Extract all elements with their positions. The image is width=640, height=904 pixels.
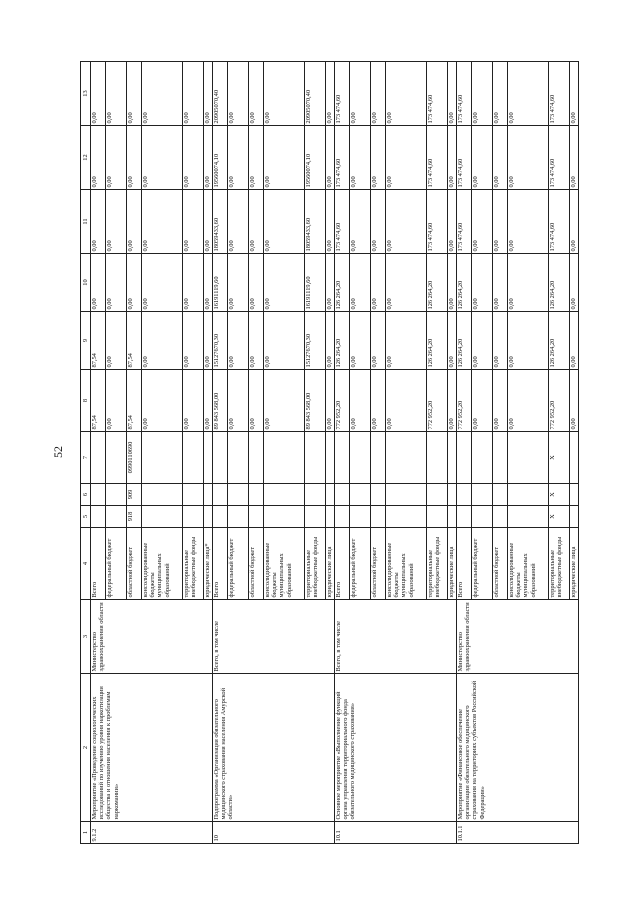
value-c9: 126 264,20 bbox=[335, 312, 350, 370]
value-c8: 0,00 bbox=[183, 370, 204, 432]
value-c6 bbox=[305, 484, 326, 506]
value-c10: 0,00 bbox=[508, 254, 549, 312]
value-c5 bbox=[228, 506, 249, 528]
value-c11: 173 474,60 bbox=[427, 190, 448, 254]
value-c10: 16191119,60 bbox=[305, 254, 326, 312]
value-c11: 0,00 bbox=[249, 190, 264, 254]
value-c8: 772 952,20 bbox=[549, 370, 570, 432]
value-c11: 18059433,60 bbox=[305, 190, 326, 254]
value-c10: 0,00 bbox=[264, 254, 305, 312]
value-c8: 89 843 568,00 bbox=[305, 370, 326, 432]
value-c13: 173 474,60 bbox=[427, 62, 448, 126]
value-c8: 772 952,20 bbox=[335, 370, 350, 432]
value-c7 bbox=[457, 432, 472, 484]
value-c13: 20905070,40 bbox=[305, 62, 326, 126]
value-c13: 0,00 bbox=[386, 62, 427, 126]
funding-source: Всего bbox=[457, 528, 472, 600]
value-c7 bbox=[386, 432, 427, 484]
value-c13: 0,00 bbox=[326, 62, 335, 126]
funding-source: областной бюджет bbox=[127, 528, 142, 600]
value-c9: 0,00 bbox=[508, 312, 549, 370]
value-c6 bbox=[457, 484, 472, 506]
value-c10: 0,00 bbox=[228, 254, 249, 312]
value-c7 bbox=[106, 432, 127, 484]
column-number-13: 13 bbox=[81, 62, 91, 126]
value-c7 bbox=[213, 432, 228, 484]
value-c7 bbox=[472, 432, 493, 484]
column-number-7: 7 bbox=[81, 432, 91, 484]
column-number-5: 5 bbox=[81, 506, 91, 528]
value-c12: 0,00 bbox=[106, 126, 127, 190]
value-c13: 0,00 bbox=[127, 62, 142, 126]
value-c9: 0,00 bbox=[204, 312, 213, 370]
funding-source: территориальные внебюджетные фонды bbox=[427, 528, 448, 600]
value-c5 bbox=[457, 506, 472, 528]
value-c10: 0,00 bbox=[91, 254, 106, 312]
value-c10: 0,00 bbox=[142, 254, 183, 312]
value-c10: 0,00 bbox=[326, 254, 335, 312]
value-c10: 0,00 bbox=[204, 254, 213, 312]
value-c6 bbox=[91, 484, 106, 506]
funding-source: юридические лица* bbox=[204, 528, 213, 600]
funding-source: федеральный бюджет bbox=[350, 528, 371, 600]
value-c5 bbox=[264, 506, 305, 528]
value-c7 bbox=[228, 432, 249, 484]
row-number: 10.1.1 bbox=[457, 822, 579, 844]
value-c11: 0,00 bbox=[472, 190, 493, 254]
value-c12: 0,00 bbox=[228, 126, 249, 190]
value-c11: 0,00 bbox=[493, 190, 508, 254]
rotated-table-area bbox=[80, 62, 577, 844]
value-c9: 0,00 bbox=[493, 312, 508, 370]
value-c6 bbox=[386, 484, 427, 506]
value-c9: 0,00 bbox=[183, 312, 204, 370]
value-c13: 173 474,60 bbox=[457, 62, 472, 126]
value-c10: 0,00 bbox=[448, 254, 457, 312]
value-c7 bbox=[142, 432, 183, 484]
value-c6 bbox=[371, 484, 386, 506]
value-c8: 0,00 bbox=[249, 370, 264, 432]
value-c10: 16191119,60 bbox=[213, 254, 228, 312]
value-c7 bbox=[264, 432, 305, 484]
funding-source: территориальные внебюджетные фонды bbox=[305, 528, 326, 600]
page-number: 52 bbox=[51, 446, 65, 458]
value-c9: 0,00 bbox=[448, 312, 457, 370]
value-c13: 0,00 bbox=[508, 62, 549, 126]
value-c8: 0,00 bbox=[204, 370, 213, 432]
value-c9: 0,00 bbox=[249, 312, 264, 370]
value-c10: 126 264,20 bbox=[549, 254, 570, 312]
value-c13: 0,00 bbox=[183, 62, 204, 126]
value-c7 bbox=[335, 432, 350, 484]
value-c9: 126 264,20 bbox=[549, 312, 570, 370]
value-c12: 0,00 bbox=[249, 126, 264, 190]
value-c5 bbox=[326, 506, 335, 528]
column-number-3: 3 bbox=[81, 600, 91, 674]
value-c5 bbox=[305, 506, 326, 528]
value-c10: 0,00 bbox=[350, 254, 371, 312]
value-c8: 87,54 bbox=[127, 370, 142, 432]
value-c10: 0,00 bbox=[371, 254, 386, 312]
value-c13: 0,00 bbox=[472, 62, 493, 126]
value-c6 bbox=[335, 484, 350, 506]
value-c9: 87,54 bbox=[127, 312, 142, 370]
column-number-11: 11 bbox=[81, 190, 91, 254]
value-c7 bbox=[91, 432, 106, 484]
value-c11: 0,00 bbox=[228, 190, 249, 254]
funding-source: консолидированные бюджеты муниципальных образований bbox=[386, 528, 427, 600]
rotated-page-content bbox=[80, 62, 577, 844]
column-number-4: 4 bbox=[81, 528, 91, 600]
value-c7 bbox=[305, 432, 326, 484]
value-c6 bbox=[427, 484, 448, 506]
column-number-12: 12 bbox=[81, 126, 91, 190]
value-c7 bbox=[427, 432, 448, 484]
value-c12: 173 474,60 bbox=[335, 126, 350, 190]
value-c9: 15127670,30 bbox=[305, 312, 326, 370]
value-c6 bbox=[570, 484, 579, 506]
value-c9: 0,00 bbox=[228, 312, 249, 370]
value-c7 bbox=[249, 432, 264, 484]
value-c9: 0,00 bbox=[350, 312, 371, 370]
funding-source: федеральный бюджет bbox=[472, 528, 493, 600]
value-c6 bbox=[213, 484, 228, 506]
value-c11: 0,00 bbox=[371, 190, 386, 254]
value-c6 bbox=[249, 484, 264, 506]
value-c9: 0,00 bbox=[264, 312, 305, 370]
funding-source: федеральный бюджет bbox=[228, 528, 249, 600]
program-name: Мероприятие «Финансовое обеспечение организации обязательного медицинского страхования на территориях субъектов Российской Федерации» bbox=[457, 674, 579, 822]
value-c11: 0,00 bbox=[142, 190, 183, 254]
table-row bbox=[457, 62, 472, 844]
value-c5 bbox=[142, 506, 183, 528]
value-c8: 772 952,20 bbox=[457, 370, 472, 432]
funding-source: федеральный бюджет bbox=[106, 528, 127, 600]
value-c5 bbox=[350, 506, 371, 528]
funding-source: областной бюджет bbox=[493, 528, 508, 600]
value-c8: 0,00 bbox=[106, 370, 127, 432]
value-c6 bbox=[264, 484, 305, 506]
value-c12: 173 474,60 bbox=[549, 126, 570, 190]
row-number: 10 bbox=[213, 822, 335, 844]
row-number: 10.1 bbox=[335, 822, 457, 844]
value-c8: 0,00 bbox=[472, 370, 493, 432]
value-c5 bbox=[493, 506, 508, 528]
funding-source: Всего bbox=[335, 528, 350, 600]
value-c11: 173 474,60 bbox=[549, 190, 570, 254]
value-c5 bbox=[106, 506, 127, 528]
value-c6 bbox=[204, 484, 213, 506]
column-number-2: 2 bbox=[81, 674, 91, 822]
funding-source: территориальные внебюджетные фонды bbox=[549, 528, 570, 600]
value-c6 bbox=[448, 484, 457, 506]
executor: Всего, в том числе bbox=[213, 600, 335, 674]
value-c12: 0,00 bbox=[142, 126, 183, 190]
value-c13: 0,00 bbox=[350, 62, 371, 126]
value-c5 bbox=[570, 506, 579, 528]
value-c10: 0,00 bbox=[493, 254, 508, 312]
value-c6 bbox=[472, 484, 493, 506]
value-c5 bbox=[335, 506, 350, 528]
value-c10: 0,00 bbox=[183, 254, 204, 312]
funding-source: юридические лица bbox=[448, 528, 457, 600]
value-c12: 0,00 bbox=[493, 126, 508, 190]
value-c6: 909 bbox=[127, 484, 142, 506]
funding-source: консолидированные бюджеты муниципальных образований bbox=[142, 528, 183, 600]
value-c12: 0,00 bbox=[371, 126, 386, 190]
column-number-row bbox=[81, 62, 91, 844]
value-c13: 173 474,60 bbox=[549, 62, 570, 126]
value-c8: 0,00 bbox=[386, 370, 427, 432]
value-c5 bbox=[472, 506, 493, 528]
value-c7 bbox=[371, 432, 386, 484]
value-c8: 0,00 bbox=[142, 370, 183, 432]
column-number-9: 9 bbox=[81, 312, 91, 370]
value-c11: 0,00 bbox=[183, 190, 204, 254]
column-number-10: 10 bbox=[81, 254, 91, 312]
value-c10: 0,00 bbox=[106, 254, 127, 312]
funding-source: территориальные внебюджетные фонды bbox=[183, 528, 204, 600]
value-c13: 0,00 bbox=[106, 62, 127, 126]
value-c13: 0,00 bbox=[448, 62, 457, 126]
value-c12: 0,00 bbox=[570, 126, 579, 190]
value-c7 bbox=[204, 432, 213, 484]
value-c7 bbox=[508, 432, 549, 484]
value-c6 bbox=[142, 484, 183, 506]
value-c5 bbox=[448, 506, 457, 528]
value-c12: 173 474,60 bbox=[457, 126, 472, 190]
value-c10: 0,00 bbox=[386, 254, 427, 312]
value-c12: 0,00 bbox=[448, 126, 457, 190]
value-c5 bbox=[204, 506, 213, 528]
value-c12: 19560074,10 bbox=[305, 126, 326, 190]
value-c10: 126 264,20 bbox=[427, 254, 448, 312]
value-c12: 19560074,10 bbox=[213, 126, 228, 190]
column-number-8: 8 bbox=[81, 370, 91, 432]
value-c11: 173 474,60 bbox=[335, 190, 350, 254]
value-c8: 0,00 bbox=[350, 370, 371, 432]
value-c7 bbox=[570, 432, 579, 484]
value-c12: 0,00 bbox=[326, 126, 335, 190]
value-c6 bbox=[228, 484, 249, 506]
value-c13: 0,00 bbox=[493, 62, 508, 126]
executor: Министерство здравоохранения области bbox=[91, 600, 213, 674]
value-c9: 126 264,20 bbox=[427, 312, 448, 370]
value-c13: 173 474,60 bbox=[335, 62, 350, 126]
value-c8: 0,00 bbox=[264, 370, 305, 432]
funding-source: областной бюджет bbox=[249, 528, 264, 600]
funding-source: консолидированные бюджеты муниципальных образований bbox=[264, 528, 305, 600]
value-c8: 87,54 bbox=[91, 370, 106, 432]
value-c5 bbox=[91, 506, 106, 528]
value-c9: 0,00 bbox=[106, 312, 127, 370]
value-c10: 126 264,20 bbox=[457, 254, 472, 312]
value-c6 bbox=[350, 484, 371, 506]
executor: Всего, в том числе bbox=[335, 600, 457, 674]
value-c5 bbox=[386, 506, 427, 528]
value-c10: 0,00 bbox=[249, 254, 264, 312]
value-c11: 0,00 bbox=[264, 190, 305, 254]
value-c7 bbox=[493, 432, 508, 484]
value-c11: 0,00 bbox=[386, 190, 427, 254]
value-c7 bbox=[326, 432, 335, 484]
value-c12: 0,00 bbox=[204, 126, 213, 190]
value-c9: 0,00 bbox=[371, 312, 386, 370]
funding-source: юридические лица bbox=[570, 528, 579, 600]
value-c11: 0,00 bbox=[326, 190, 335, 254]
value-c8: 89 843 568,00 bbox=[213, 370, 228, 432]
value-c11: 0,00 bbox=[106, 190, 127, 254]
funding-source: консолидированные бюджеты муниципальных образований bbox=[508, 528, 549, 600]
table-row bbox=[91, 62, 106, 844]
value-c7 bbox=[183, 432, 204, 484]
value-c13: 0,00 bbox=[249, 62, 264, 126]
column-number-1: 1 bbox=[81, 822, 91, 844]
value-c11: 0,00 bbox=[91, 190, 106, 254]
column-number-6: 6 bbox=[81, 484, 91, 506]
value-c5 bbox=[249, 506, 264, 528]
value-c11: 18059433,60 bbox=[213, 190, 228, 254]
value-c8: 0,00 bbox=[508, 370, 549, 432]
value-c6 bbox=[508, 484, 549, 506]
value-c11: 0,00 bbox=[448, 190, 457, 254]
value-c7: 0990110690 bbox=[127, 432, 142, 484]
value-c9: 126 264,20 bbox=[457, 312, 472, 370]
value-c9: 0,00 bbox=[142, 312, 183, 370]
value-c8: 0,00 bbox=[371, 370, 386, 432]
row-number: 9.1.2 bbox=[91, 822, 213, 844]
funding-source: Всего bbox=[213, 528, 228, 600]
budget-table bbox=[80, 61, 579, 844]
value-c5: 918 bbox=[127, 506, 142, 528]
funding-source: юридические лица bbox=[326, 528, 335, 600]
value-c8: 0,00 bbox=[326, 370, 335, 432]
program-name: Подпрограмма «Организация обязательного медицинского страхования населения Амурской области» bbox=[213, 674, 335, 822]
value-c11: 0,00 bbox=[350, 190, 371, 254]
value-c13: 0,00 bbox=[570, 62, 579, 126]
value-c6 bbox=[326, 484, 335, 506]
value-c5 bbox=[508, 506, 549, 528]
value-c13: 0,00 bbox=[228, 62, 249, 126]
table-body bbox=[91, 62, 579, 844]
value-c6 bbox=[106, 484, 127, 506]
value-c7 bbox=[448, 432, 457, 484]
value-c12: 0,00 bbox=[386, 126, 427, 190]
value-c5 bbox=[183, 506, 204, 528]
table-row bbox=[335, 62, 350, 844]
value-c10: 126 264,20 bbox=[335, 254, 350, 312]
executor: Министерство здравоохранения области bbox=[457, 600, 579, 674]
value-c5: X bbox=[549, 506, 570, 528]
value-c6 bbox=[493, 484, 508, 506]
value-c12: 0,00 bbox=[183, 126, 204, 190]
value-c9: 87,54 bbox=[91, 312, 106, 370]
table-row bbox=[213, 62, 228, 844]
value-c13: 0,00 bbox=[142, 62, 183, 126]
value-c11: 173 474,60 bbox=[457, 190, 472, 254]
value-c8: 0,00 bbox=[448, 370, 457, 432]
value-c7 bbox=[350, 432, 371, 484]
value-c10: 0,00 bbox=[570, 254, 579, 312]
value-c12: 0,00 bbox=[264, 126, 305, 190]
value-c11: 0,00 bbox=[204, 190, 213, 254]
value-c13: 0,00 bbox=[91, 62, 106, 126]
value-c5 bbox=[213, 506, 228, 528]
value-c12: 0,00 bbox=[508, 126, 549, 190]
table-header bbox=[81, 62, 91, 844]
value-c9: 0,00 bbox=[472, 312, 493, 370]
value-c12: 173 474,60 bbox=[427, 126, 448, 190]
value-c13: 0,00 bbox=[264, 62, 305, 126]
value-c13: 20905070,40 bbox=[213, 62, 228, 126]
program-name: Основное мероприятие «Выполнение функций органа управления территориального фонда обязательного медицинского страхования» bbox=[335, 674, 457, 822]
value-c10: 0,00 bbox=[127, 254, 142, 312]
value-c8: 0,00 bbox=[493, 370, 508, 432]
value-c11: 0,00 bbox=[127, 190, 142, 254]
value-c11: 0,00 bbox=[570, 190, 579, 254]
value-c9: 0,00 bbox=[386, 312, 427, 370]
funding-source: областной бюджет bbox=[371, 528, 386, 600]
funding-source: Всего bbox=[91, 528, 106, 600]
value-c8: 0,00 bbox=[570, 370, 579, 432]
value-c7: X bbox=[549, 432, 570, 484]
value-c5 bbox=[427, 506, 448, 528]
value-c12: 0,00 bbox=[350, 126, 371, 190]
value-c5 bbox=[371, 506, 386, 528]
value-c13: 0,00 bbox=[204, 62, 213, 126]
value-c9: 0,00 bbox=[326, 312, 335, 370]
value-c6: X bbox=[549, 484, 570, 506]
value-c11: 0,00 bbox=[508, 190, 549, 254]
program-name: Мероприятие «Проведение социологических исследований по изучению уровня наркотизации общества и отношения населения к проблемам наркомании» bbox=[91, 674, 213, 822]
value-c9: 0,00 bbox=[570, 312, 579, 370]
value-c9: 15127670,30 bbox=[213, 312, 228, 370]
value-c13: 0,00 bbox=[371, 62, 386, 126]
value-c6 bbox=[183, 484, 204, 506]
value-c12: 0,00 bbox=[127, 126, 142, 190]
value-c8: 772 952,20 bbox=[427, 370, 448, 432]
value-c12: 0,00 bbox=[472, 126, 493, 190]
value-c12: 0,00 bbox=[91, 126, 106, 190]
value-c8: 0,00 bbox=[228, 370, 249, 432]
value-c10: 0,00 bbox=[472, 254, 493, 312]
